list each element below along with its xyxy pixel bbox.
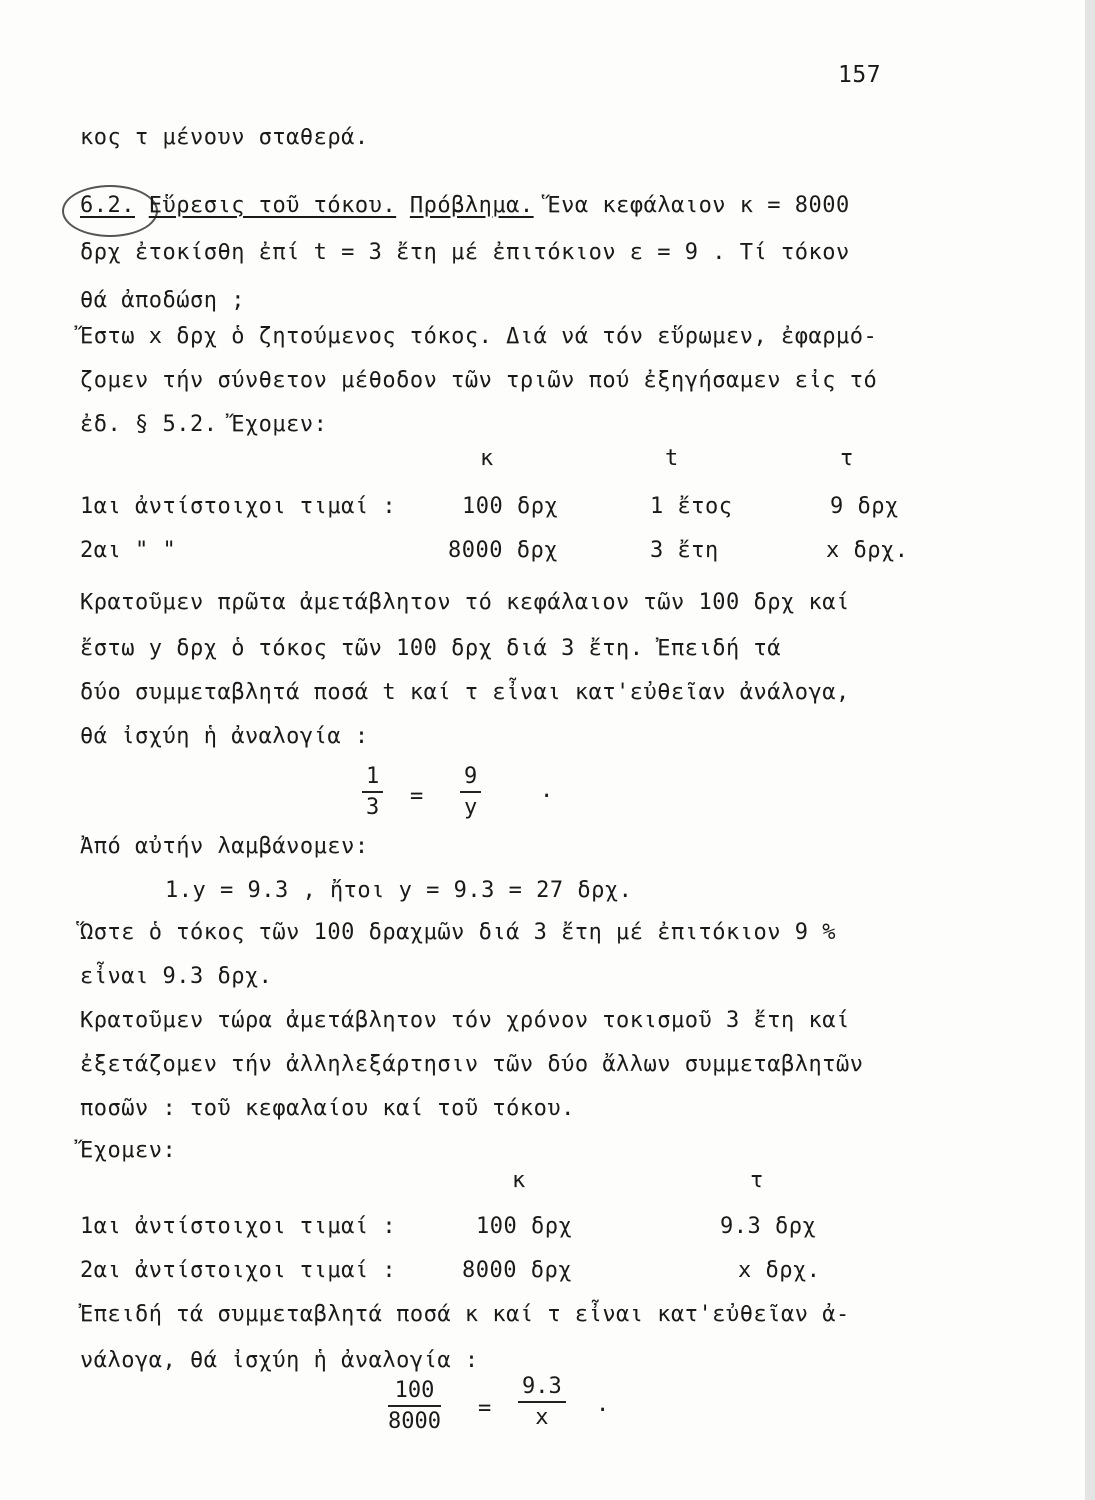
fraction-9-y: [460, 764, 481, 820]
text-line: ἔστω y δρχ ὁ τόκος τῶν 100 δρχ διά 3 ἔτη. Ἐπειδή τά: [80, 636, 782, 661]
denominator: y: [464, 795, 478, 820]
table-cell: 3 ἔτη: [650, 538, 719, 563]
text-line: νάλογα, θά ἰσχύη ἡ ἀναλογία :: [80, 1348, 479, 1373]
text-line: Ἔστω x δρχ ὁ ζητούμενος τόκος. Διά νά τόν εὕρωμεν, ἐφαρμό-: [80, 324, 878, 349]
table-row-label: 1αι ἀντίστοιχοι τιμαί :: [80, 1214, 397, 1239]
numerator: 9: [460, 764, 481, 793]
column-header-t: t: [665, 446, 679, 471]
page-number: 157: [838, 62, 882, 88]
numerator: 100: [388, 1378, 441, 1407]
text-line: ποσῶν : τοῦ κεφαλαίου καί τοῦ τόκου.: [80, 1096, 575, 1121]
table-cell: 9.3 δρχ: [720, 1214, 817, 1239]
text-line: ἐδ. § 5.2. Ἔχομεν:: [80, 412, 328, 437]
text-line: κος τ μένουν σταθερά.: [80, 125, 369, 150]
table-cell: 100 δρχ: [462, 494, 559, 519]
table-cell: 8000 δρχ: [462, 1258, 572, 1283]
period: .: [540, 778, 554, 803]
column-header-tau: τ: [840, 446, 854, 471]
text-line: εἶναι 9.3 δρχ.: [80, 964, 273, 989]
table-row-label: 2αι ἀντίστοιχοι τιμαί :: [80, 1258, 397, 1283]
table-cell: 100 δρχ: [476, 1214, 573, 1239]
denominator: 3: [366, 795, 380, 820]
text-line: δύο συμμεταβλητά ποσά t καί τ εἶναι κατ'εὐθεῖαν ἀνάλογα,: [80, 680, 850, 705]
table-row-label: 1αι ἀντίστοιχοι τιμαί :: [80, 494, 397, 519]
problem-text: Ἕνα κεφάλαιον κ = 8000: [533, 193, 850, 218]
table-cell: 1 ἔτος: [650, 494, 733, 519]
table-row-label: 2αι " ": [80, 538, 177, 563]
problem-label: Πρόβλημα.: [409, 193, 534, 218]
fraction-1-3: [362, 764, 383, 820]
section-heading: [80, 193, 850, 218]
text-line: Κρατοῦμεν τώρα ἀμετάβλητον τόν χρόνον τοκισμοῦ 3 ἔτη καί: [80, 1008, 850, 1033]
text-line: Κρατοῦμεν πρῶτα ἀμετάβλητον τό κεφάλαιον τῶν 100 δρχ καί: [80, 590, 850, 615]
text-line: ἐξετάζομεν τήν ἀλληλεξάρτησιν τῶν δύο ἄλλων συμμεταβλητῶν: [80, 1052, 864, 1077]
table-cell: x δρχ.: [826, 538, 909, 563]
denominator: x: [535, 1405, 549, 1430]
text-line: δρχ ἐτοκίσθη ἐπί t = 3 ἔτη μέ ἐπιτόκιον ε = 9 . Τί τόκον: [80, 240, 850, 265]
text-line: Ὥστε ὁ τόκος τῶν 100 δραχμῶν διά 3 ἔτη μέ ἐπιτόκιον 9 %: [80, 920, 836, 945]
text-line: Ἔχομεν:: [80, 1138, 177, 1163]
table-cell: 8000 δρχ: [448, 538, 558, 563]
column-header-k: κ: [512, 1168, 526, 1193]
denominator: 8000: [388, 1409, 441, 1434]
period: .: [596, 1392, 610, 1417]
equation-line: 1.y = 9.3 , ἤτοι y = 9.3 = 27 δρχ.: [165, 878, 633, 903]
equals-sign: =: [478, 1396, 492, 1421]
fraction-9x3-x: [518, 1374, 566, 1430]
numerator: 1: [362, 764, 383, 793]
table-cell: 9 δρχ: [830, 494, 899, 519]
column-header-k: κ: [480, 446, 494, 471]
numerator: 9.3: [518, 1374, 566, 1403]
column-header-tau: τ: [750, 1168, 764, 1193]
section-number: 6.2.: [80, 193, 135, 218]
fraction-100-8000: [388, 1378, 441, 1434]
section-title: Εὕρεσις τοῦ τόκου.: [148, 193, 397, 218]
text-line: Ἐπειδή τά συμμεταβλητά ποσά κ καί τ εἶναι κατ'εὐθεῖαν ἀ-: [80, 1302, 850, 1327]
text-line: θά ἀποδώση ;: [80, 288, 245, 313]
equals-sign: =: [410, 784, 424, 809]
text-line: θά ἰσχύη ἡ ἀναλογία :: [80, 724, 369, 749]
table-cell: x δρχ.: [738, 1258, 821, 1283]
text-line: Ἀπό αὐτήν λαμβάνομεν:: [80, 834, 369, 859]
text-line: ζομεν τήν σύνθετον μέθοδον τῶν τριῶν πού ἐξηγήσαμεν εἰς τό: [80, 368, 878, 393]
